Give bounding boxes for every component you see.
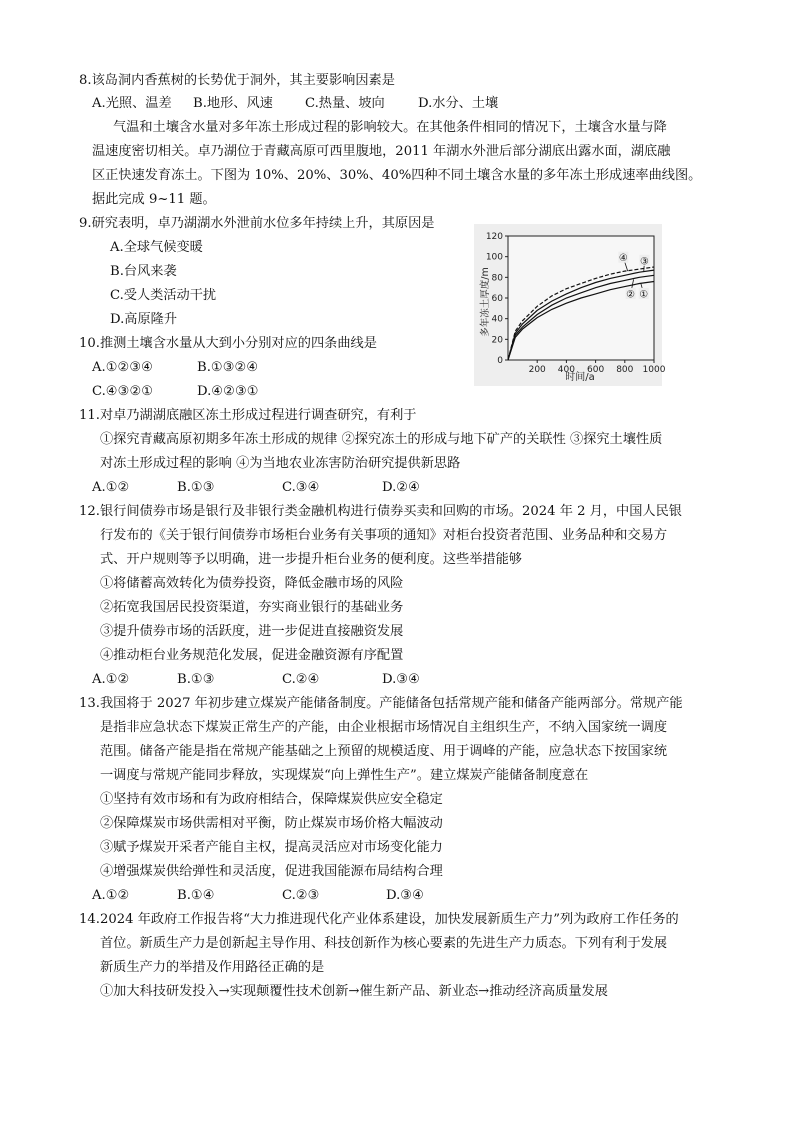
q12-item-4: ④推动柜台业务规范化发展，促进金融资源有序配置 — [100, 648, 404, 663]
q10-option-c: C.④③②① — [92, 384, 154, 399]
x-tick-label: 200 — [528, 365, 546, 375]
q11-option-b: B.①③ — [177, 480, 215, 495]
q13-stem-line-1: 13.我国将于 2027 年初步建立煤炭产能储备制度。产能储备包括常规产能和储备产能两部分。常规产能 — [79, 696, 683, 711]
y-tick-label: 60 — [491, 294, 503, 304]
q9-option-c: C.受人类活动干扰 — [110, 288, 217, 303]
y-tick-label: 120 — [485, 232, 503, 242]
series-label: ④ — [618, 253, 628, 265]
y-tick-label: 20 — [491, 335, 503, 346]
q8-option-c: C.热量、坡向 — [305, 96, 385, 111]
q13-item-3: ③赋予煤炭开采者产能自主权，提高灵活应对市场变化能力 — [100, 840, 443, 855]
q10-stem: 10.推测土壤含水量从大到小分别对应的四条曲线是 — [79, 336, 377, 351]
permafrost-thickness-chart — [474, 224, 666, 386]
q11-option-c: C.③④ — [282, 480, 320, 495]
q8-option-d: D.水分、土壤 — [418, 96, 499, 111]
q12-option-d: D.③④ — [382, 672, 420, 687]
q12-item-3: ③提升债券市场的活跃度，进一步促进直接融资发展 — [100, 624, 404, 639]
q11-items-line-1: ①探究青藏高原初期多年冻土形成的规律 ②探究冻土的形成与地下矿产的关联性 ③探究土壤性质 — [100, 432, 663, 447]
q11-option-d: D.②④ — [382, 480, 420, 495]
y-tick-label: 0 — [497, 356, 503, 366]
q10-option-d: D.④②③① — [197, 384, 259, 399]
q13-stem-line-4: 一调度与常规产能同步释放，实现煤炭“向上弹性生产”。建立煤炭产能储备制度意在 — [100, 768, 589, 783]
chart-ylabel: 多年冻土厚度/m — [480, 267, 491, 337]
q8-option-a: A.光照、温差 — [92, 96, 172, 111]
x-tick-label: 400 — [557, 365, 575, 375]
q14-stem-line-1: 14.2024 年政府工作报告将“大力推进现代化产业体系建设，加快发展新质生产力”列为政府工作任务的 — [79, 912, 679, 927]
q9-option-d: D.高原隆升 — [110, 312, 178, 327]
q13-option-c: C.②③ — [282, 888, 320, 903]
q12-stem-line-2: 行发布的《关于银行间债券市场柜台业务有关事项的通知》对柜台投资者范围、业务品种和交易方 — [100, 528, 668, 543]
material-line-1: 气温和土壤含水量对多年冻土形成过程的影响较大。在其他条件相同的情况下，土壤含水量与降 — [113, 120, 667, 135]
q13-stem-line-3: 范围。储备产能是指在常规产能基础之上预留的规模适度、用于调峰的产能，应急状态下按国家统 — [100, 744, 668, 759]
x-tick-label: 600 — [587, 365, 605, 375]
chart-xlabel: 时间/a — [565, 372, 595, 383]
q12-item-1: ①将储蓄高效转化为债券投资，降低金融市场的风险 — [100, 576, 404, 591]
y-tick-label: 40 — [491, 314, 503, 325]
x-tick-label: 1000 — [642, 365, 666, 375]
y-tick-label: 100 — [485, 252, 503, 263]
q13-option-a: A.①② — [92, 888, 130, 903]
q10-option-a: A.①②③④ — [92, 360, 154, 375]
x-tick-label: 800 — [616, 365, 634, 375]
q13-stem-line-2: 是指非应急状态下煤炭正常生产的产能，由企业根据市场情况自主组织生产，不纳入国家统一调度 — [100, 720, 668, 735]
q12-option-c: C.②④ — [282, 672, 320, 687]
q13-item-4: ④增强煤炭供给弹性和灵活度，促进我国能源布局结构合理 — [100, 864, 443, 879]
material-line-3: 区正快速发育冻土。下图为 10%、20%、30%、40%四种不同土壤含水量的多年冻土形成速率曲线图。 — [92, 168, 702, 183]
q12-stem-line-1: 12.银行间债券市场是银行及非银行类金融机构进行债券买卖和回购的市场。2024 年 2 月，中国人民银 — [79, 504, 682, 519]
q12-stem-line-3: 式、开户规则等予以明确，进一步提升柜台业务的便利度。这些举措能够 — [100, 552, 522, 567]
q14-item-1: ①加大科技研发投入→实现颠覆性技术创新→催生新产品、新业态→推动经济高质量发展 — [100, 984, 608, 999]
q8-option-b: B.地形、风速 — [193, 96, 273, 111]
q12-option-b: B.①③ — [177, 672, 215, 687]
q10-option-b: B.①③②④ — [197, 360, 259, 375]
q14-stem-line-2: 首位。新质生产力是创新起主导作用、科技创新作为核心要素的先进生产力质态。下列有利于发展 — [100, 936, 668, 951]
material-line-2: 温速度密切相关。卓乃湖位于青藏高原可西里腹地，2011 年湖水外泄后部分湖底出露水面，湖底融 — [92, 144, 671, 159]
q13-item-2: ②保障煤炭市场供需相对平衡，防止煤炭市场价格大幅波动 — [100, 816, 443, 831]
material-line-4: 据此完成 9~11 题。 — [92, 192, 216, 207]
q12-option-a: A.①② — [92, 672, 130, 687]
y-tick-label: 80 — [491, 273, 503, 284]
series-label: ② — [626, 289, 636, 301]
series-label: ① — [639, 289, 649, 301]
q14-stem-line-3: 新质生产力的举措及作用路径正确的是 — [100, 960, 325, 975]
q13-option-b: B.①④ — [177, 888, 215, 903]
q9-option-a: A.全球气候变暖 — [110, 240, 203, 255]
q13-item-1: ①坚持有效市场和有为政府相结合，保障煤炭供应安全稳定 — [100, 792, 443, 807]
q11-stem: 11.对卓乃湖湖底融区冻土形成过程进行调查研究，有利于 — [79, 408, 417, 423]
q13-option-d: D.③④ — [386, 888, 424, 903]
q9-option-b: B.台风来袭 — [110, 264, 177, 279]
q12-item-2: ②拓宽我国居民投资渠道，夯实商业银行的基础业务 — [100, 600, 404, 615]
q9-stem: 9.研究表明，卓乃湖湖水外泄前水位多年持续上升，其原因是 — [79, 216, 435, 231]
series-label: ③ — [640, 256, 649, 268]
q8-stem: 8.该岛洞内香蕉树的长势优于洞外，其主要影响因素是 — [79, 73, 395, 88]
q11-items-line-2: 对冻土形成过程的影响 ④为当地农业冻害防治研究提供新思路 — [100, 456, 461, 471]
q11-option-a: A.①② — [92, 480, 130, 495]
